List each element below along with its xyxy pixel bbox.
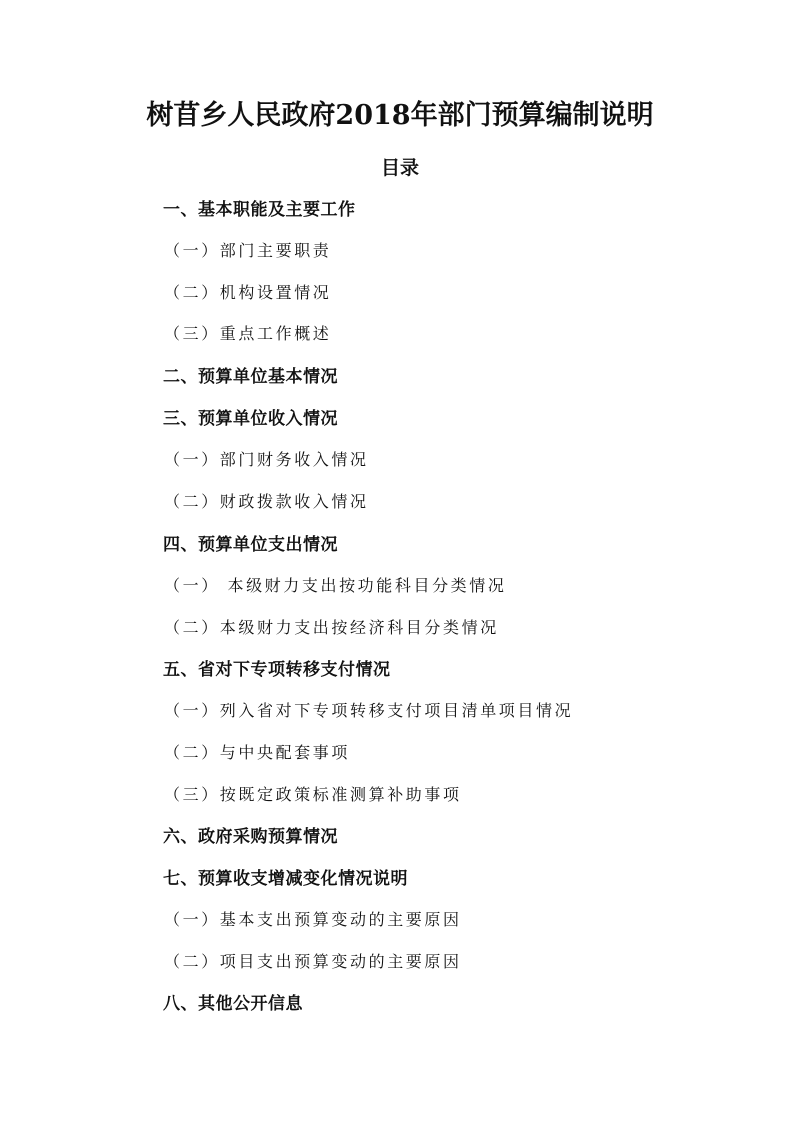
toc-subsection-item: （一）部门主要职责 bbox=[164, 241, 332, 260]
toc-subsection-item: （一） 本级财力支出按功能科目分类情况 bbox=[164, 576, 507, 595]
toc-subsection-item: （二）本级财力支出按经济科目分类情况 bbox=[164, 618, 499, 637]
toc-section-item: 三、预算单位收入情况 bbox=[163, 409, 338, 429]
toc-subsection-item: （二）与中央配套事项 bbox=[164, 743, 351, 762]
toc-subsection-item: （三）重点工作概述 bbox=[164, 324, 332, 343]
toc-subsection-item: （三）按既定政策标准测算补助事项 bbox=[164, 785, 462, 804]
toc-subsection-item: （一）部门财务收入情况 bbox=[164, 450, 369, 469]
toc-subsection-item: （二）机构设置情况 bbox=[164, 283, 332, 302]
toc-subsection-item: （二）项目支出预算变动的主要原因 bbox=[164, 952, 462, 971]
toc-section-item: 七、预算收支增减变化情况说明 bbox=[163, 869, 408, 889]
toc-section-item: 六、政府采购预算情况 bbox=[163, 827, 338, 847]
toc-subsection-item: （一）基本支出预算变动的主要原因 bbox=[164, 910, 462, 929]
toc-heading: 目录 bbox=[380, 157, 419, 179]
toc-subsection-item: （二）财政拨款收入情况 bbox=[164, 492, 369, 511]
toc-section-item: 一、基本职能及主要工作 bbox=[163, 200, 356, 220]
toc-section-item: 二、预算单位基本情况 bbox=[163, 367, 338, 387]
toc-section-item: 四、预算单位支出情况 bbox=[163, 535, 338, 555]
toc-subsection-item: （一）列入省对下专项转移支付项目清单项目情况 bbox=[164, 701, 574, 720]
document-title: 树苜乡人民政府2018年部门预算编制说明 bbox=[146, 100, 654, 131]
toc-section-item: 八、其他公开信息 bbox=[163, 994, 303, 1014]
toc-section-item: 五、省对下专项转移支付情况 bbox=[163, 660, 391, 680]
